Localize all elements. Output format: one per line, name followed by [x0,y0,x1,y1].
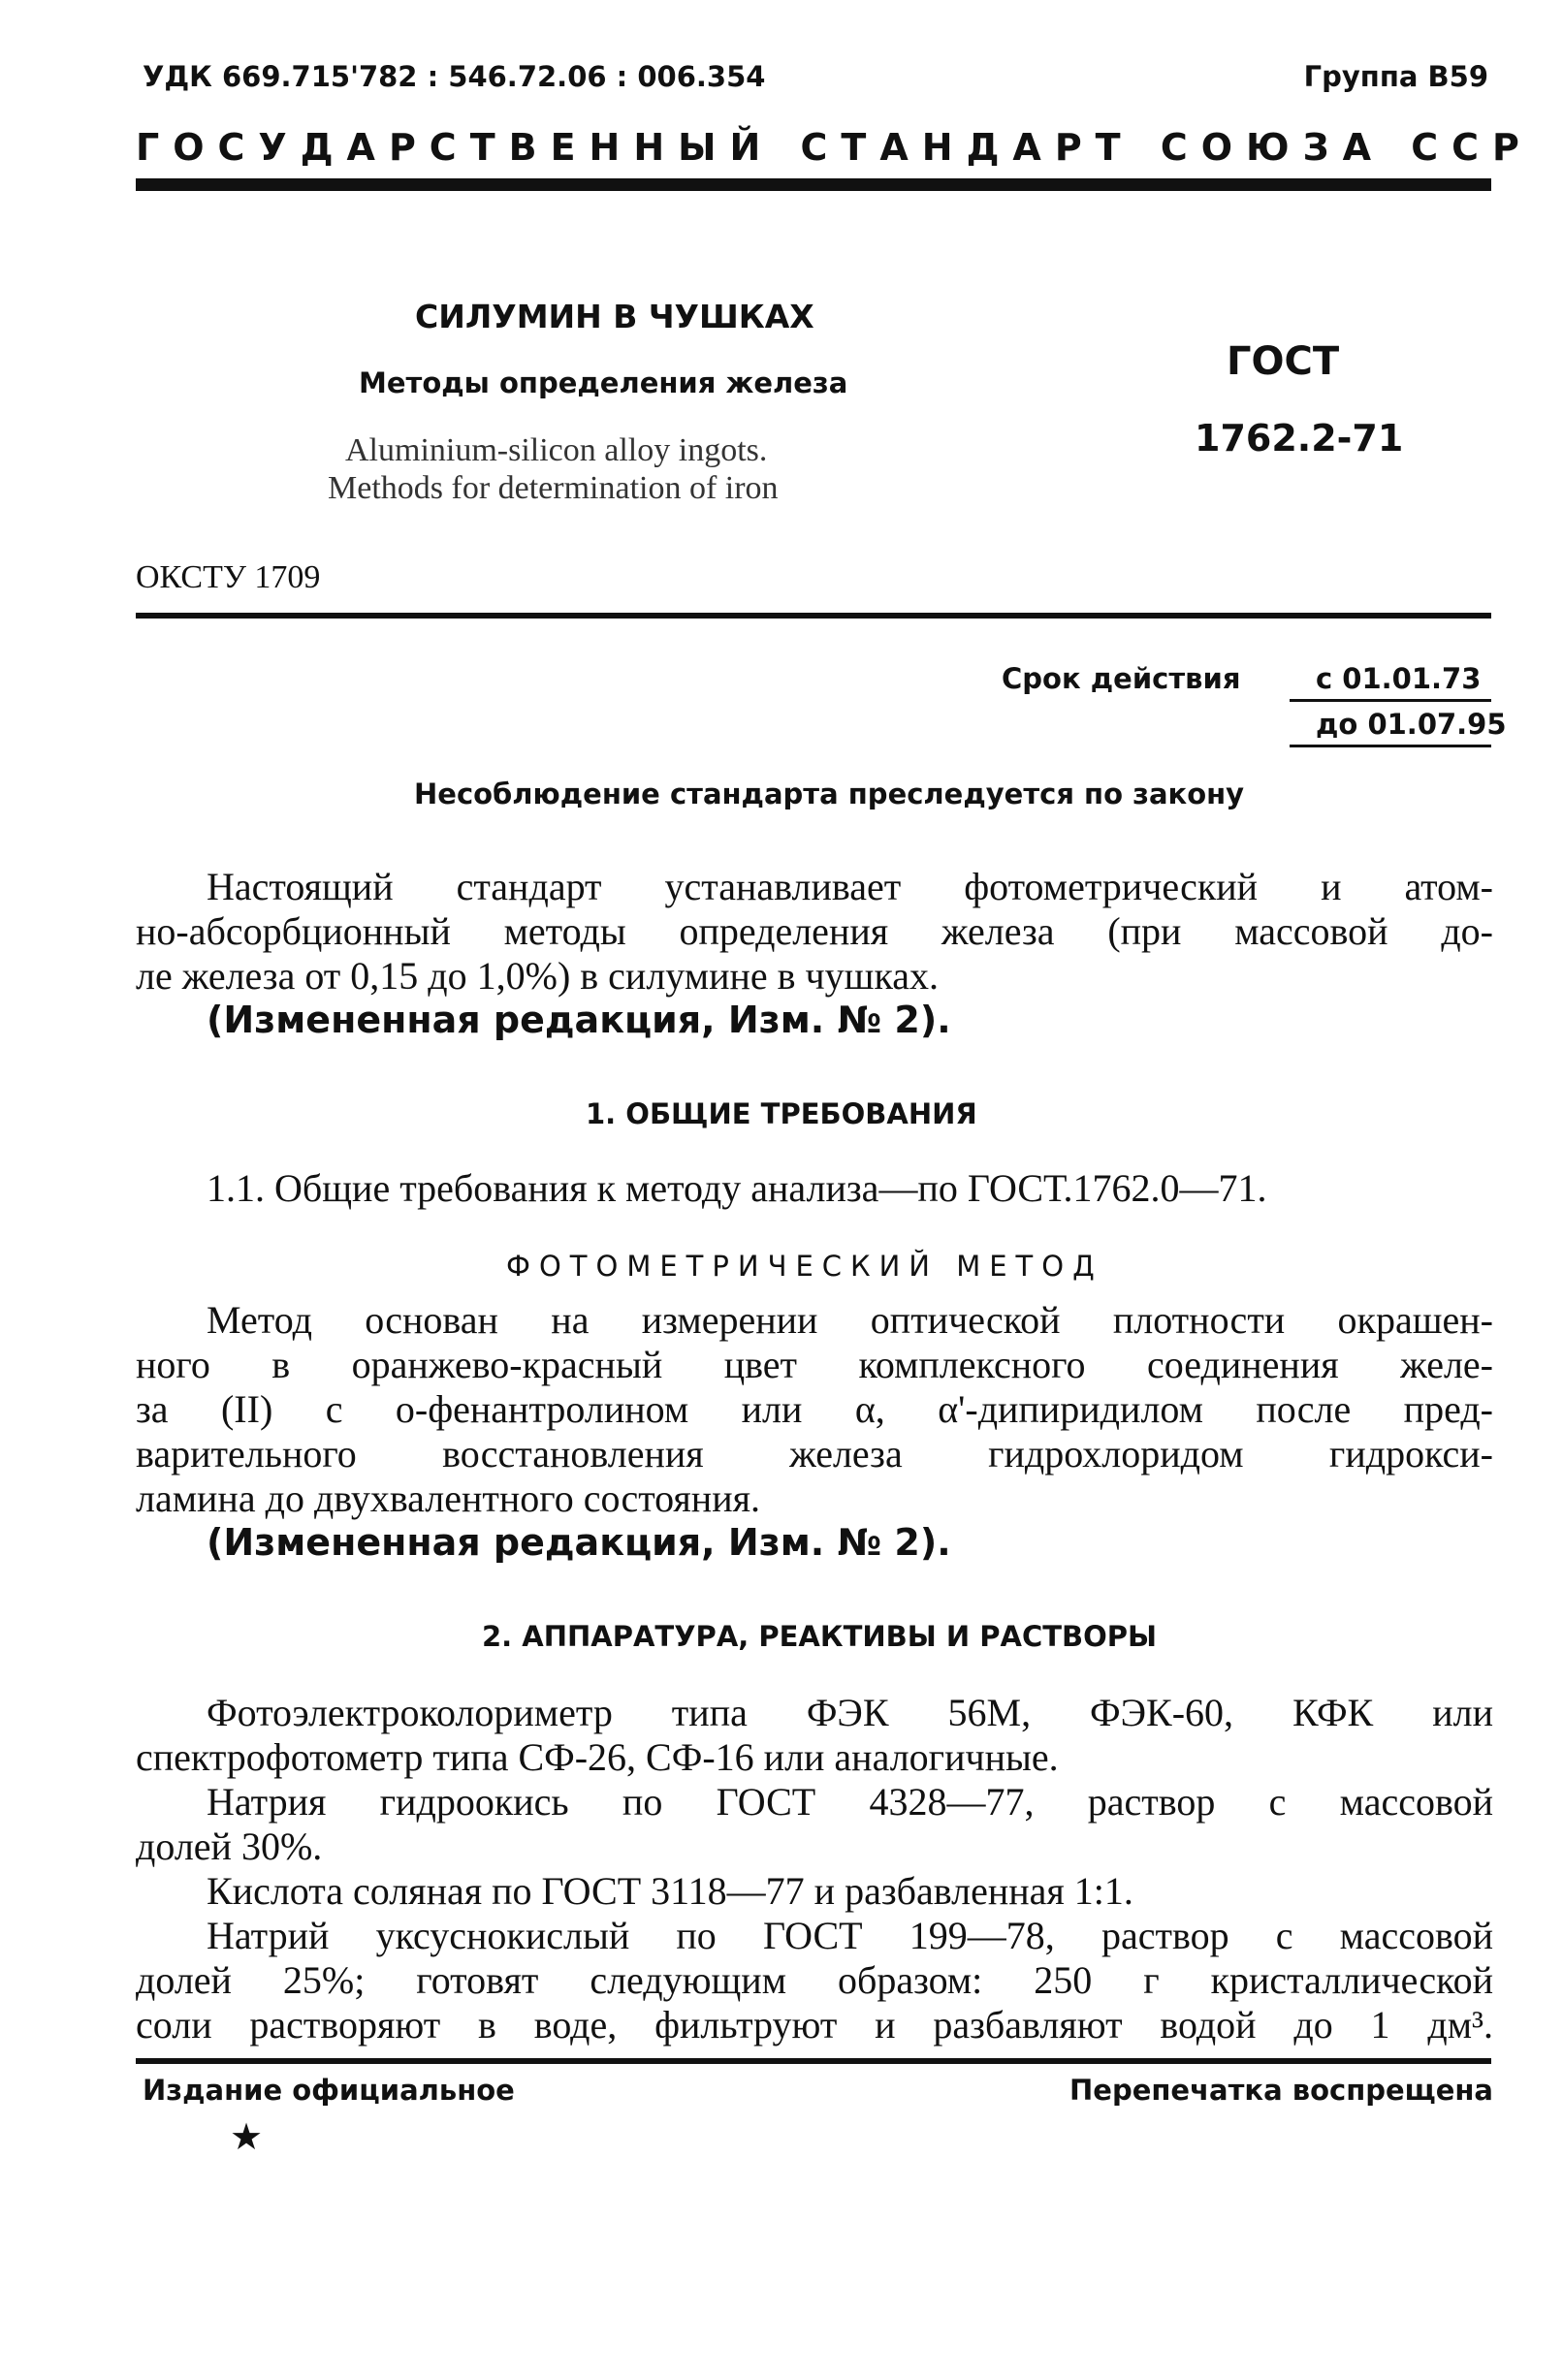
english-title-line-1: Aluminium-silicon alloy ingots. [345,432,768,468]
intro-line-2: но-абсорбционный методы определения железа (при массовой до- [136,909,1493,953]
section-2-heading: 2. АППАРАТУРА, РЕАКТИВЫ И РАСТВОРЫ [482,1620,1158,1653]
standard-banner: ГОСУДАРСТВЕННЫЙ СТАНДАРТ СОЮЗА ССР [136,126,1533,169]
reprint-prohibited: Перепечатка воспрещена [1069,2074,1493,2107]
gost-number: 1762.2-71 [1195,417,1404,460]
amendment-note: (Измененная редакция, Изм. № 2). [207,999,951,1041]
english-title-line-2: Methods for determination of iron [328,470,779,506]
validity-to: до 01.07.95 [1316,708,1507,741]
validity-divider [1290,699,1491,702]
intro-line-1: Настоящий стандарт устанавливает фотометрический и атом- [207,865,1493,908]
section-2-line-6: Натрий уксуснокислый по ГОСТ 199—78, раствор с массовой [207,1914,1493,1957]
method-heading: ФОТОМЕТРИЧЕСКИЙ МЕТОД [506,1250,1103,1283]
document-title: СИЛУМИН В ЧУШКАХ [415,298,814,335]
method-line-2: ного в оранжево-красный цвет комплексного соединения желе- [136,1343,1493,1386]
method-line-3: за (II) с о-фенантролином или α, α'-дипиридилом после пред- [136,1387,1493,1431]
section-2-line-3: Натрия гидроокись по ГОСТ 4328—77, раствор с массовой [207,1780,1493,1824]
validity-from: с 01.01.73 [1316,662,1482,695]
section-2-line-8: соли растворяют в воде, фильтруют и разбавляют водой до 1 дм³. [136,2003,1493,2047]
validity-underline [1290,745,1491,747]
udk-code: УДК 669.715'782 : 546.72.06 : 006.354 [143,60,766,93]
intro-line-3: ле железа от 0,15 до 1,0%) в силумине в чушках. [136,954,940,998]
method-line-5: ламина до двухвалентного состояния. [136,1476,761,1520]
section-1-heading: 1. ОБЩИЕ ТРЕБОВАНИЯ [586,1097,977,1130]
section-2-line-1: Фотоэлектроколориметр типа ФЭК 56М, ФЭК-60, КФК или [207,1691,1493,1734]
gost-label: ГОСТ [1227,339,1340,384]
method-line-4: варительного восстановления железа гидрохлоридом гидрокси- [136,1432,1493,1476]
document-subtitle: Методы определения железа [359,366,848,399]
section-2-line-4: долей 30%. [136,1825,323,1868]
method-amendment-note: (Измененная редакция, Изм. № 2). [207,1521,951,1564]
legal-warning: Несоблюдение стандарта преследуется по закону [414,777,1245,810]
section-1-1-text: 1.1. Общие требования к методу анализа—по ГОСТ.1762.0—71. [207,1166,1267,1210]
title-rule [136,613,1491,619]
section-2-line-7: долей 25%; готовят следующим образом: 250 г кристаллической [136,1958,1493,2002]
method-line-1: Метод основан на измерении оптической плотности окрашен- [207,1298,1493,1342]
section-2-line-2: спектрофотометр типа СФ-26, СФ-16 или аналогичные. [136,1735,1059,1779]
star-icon: ★ [230,2115,264,2158]
footer-rule [136,2058,1491,2064]
group-code: Группа В59 [1303,60,1488,93]
okstu-code: ОКСТУ 1709 [136,559,321,595]
header-rule [136,178,1491,191]
official-edition: Издание официальное [143,2074,515,2107]
section-2-line-5: Кислота соляная по ГОСТ 3118—77 и разбавленная 1:1. [207,1869,1133,1913]
validity-label: Срок действия [1002,662,1241,695]
